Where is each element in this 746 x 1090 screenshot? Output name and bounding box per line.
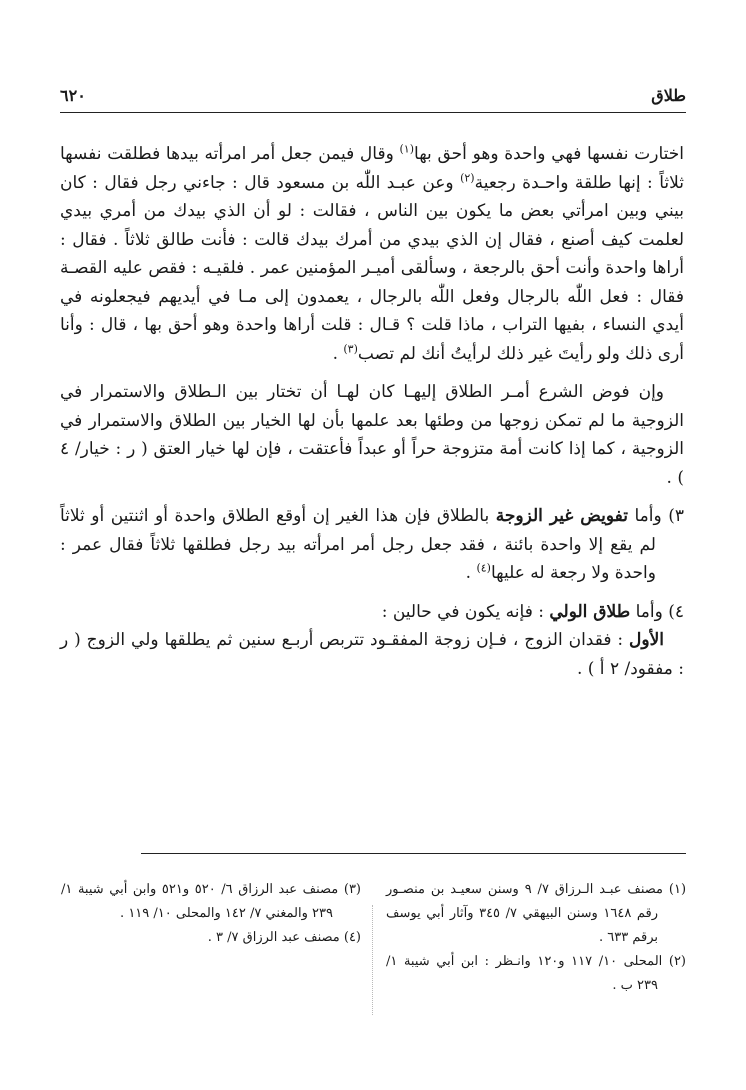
para1-text-b: وقال فيمن جعل أمر امرأته بيدها فطلقت نفسها ثلاثاً : إنها طلقة واحـدة رجعية [60, 144, 684, 193]
item-3-text-a: وأما [627, 506, 662, 526]
item-4-number: ٤) [662, 601, 684, 622]
footnote-ref-2: (٢) [460, 170, 475, 184]
item-3-text-b: بالطلاق فإن هذا الغير إن أوقع الطلاق واحدة أو اثنتين أو ثلاثاً لم يقع إلا واحدة بائنة ، فقد جعل رجل أمر امرأته بيد رجل فطلقها ثلاثاً فقال عمر : واحدة ولا رجعة له عليها [60, 506, 656, 583]
footnote-3: (٣) مصنف عبد الرزاق ٦/ ٥٢٠ و٥٢١ وابن أبي شيبة ١/ ٢٣٩ والمغني ٧/ ١٤٢ والمحلى ١٠/ ١١٩ . [61, 882, 361, 921]
page-number: ٦٢٠ [60, 86, 86, 105]
footnotes-column-left [61, 878, 361, 950]
footnote-4: (٤) مصنف عبد الرزاق ٧/ ٣ . [207, 930, 361, 945]
case-first-text: : فقدان الزوج ، فـإن زوجة المفقـود تتربص أربـع سنين ثم يطلقها ولي الزوج ( ر : مفقود/ ٢ أ ) . [60, 630, 684, 679]
paragraph-delegation: وإن فوض الشرع أمـر الطلاق إليهـا كان لهـا أن تختار بين الـطلاق والاستمرار في الزوجية ما لم تمكن زوجها من وطئها بعد علمها بأن لها الخيار بين الطلاق والاستمرار في الزوجية ، كما إذا كانت أمة متزوجة حراً أو عبداً فأعتقت ، فإن لها خيار العتق ( ر : خيار/ ٤ ) . [60, 382, 684, 488]
footnote-ref-1: (١) [399, 142, 415, 156]
item-3 [60, 502, 684, 588]
footnote-ref-4: (٤) [476, 561, 491, 575]
item-3-heading: تفويض غير الزوجة [495, 506, 628, 526]
para1-text-d: . [332, 343, 344, 364]
case-first [60, 626, 684, 683]
main-text [60, 140, 684, 683]
case-first-heading: الأول [629, 630, 664, 650]
para1-text-a: اختارت نفسها فهي واحدة وهو أحق بها [414, 144, 684, 164]
item-4 [60, 598, 684, 627]
para1-text-c: وعن عبـد اللّٰه بن مسعود قال : جاءني رجل فقال : كان بيني وبين امرأتي بعض ما يكون بين الناس ، فقالت : لو أن الذي بيدك من أمري بيدي لعلمت كيف أصنع ، فقال إن الذي بيدي من أمرك بيدك قالت : فأنت طالق ثلاثاً . فقال : أراها واحدة وأنت أحق بالرجعة ، وسألقى أميـر المؤمنين عمر . فلقيـه : فقص عليه القصـة فقال : فعل اللّٰه بالرجال وفعل اللّٰه بالرجال ، يعمدون إلى مـا في أيديهم فيجعلونه في أيدي النساء ، بفيها التراب ، ماذا قلت ؟ قـال : قلت أراها واحدة وهو أحق بها ، قال : وأنا أرى ذلك ولو رأيتَ غير ذلك لرأيتُ أنك لم تصب [60, 172, 684, 364]
item-4-heading: طلاق الولي [549, 601, 631, 622]
footnotes-column-right [386, 878, 686, 998]
footnote-1: (١) مصنف عبـد الـرزاق ٧/ ٩ وسنن سعيـد بن منصـور رقم ١٦٤٨ وسنن البيهقي ٧/ ٣٤٥ وآثار أبي يوسف برقم ٦٣٣ . [386, 882, 687, 945]
footnote-2: (٢) المحلى ١٠/ ١١٧ و١٢٠ وانـظر : ابن أبي شيبة ١/ ٢٣٩ ب . [386, 954, 686, 993]
item-4-text-a: وأما [630, 601, 663, 622]
footnote-column-divider [372, 905, 373, 1015]
footnote-separator [141, 853, 686, 854]
item-4-text-b: : فإنه يكون في حالين : [381, 601, 550, 622]
footnote-ref-3: (٣) [343, 341, 358, 355]
item-3-number: ٣) [661, 506, 685, 526]
item-3-text-c: . [465, 563, 477, 583]
page-header [60, 86, 686, 113]
running-title: طلاق [651, 86, 686, 105]
paragraph-narration [60, 140, 684, 368]
